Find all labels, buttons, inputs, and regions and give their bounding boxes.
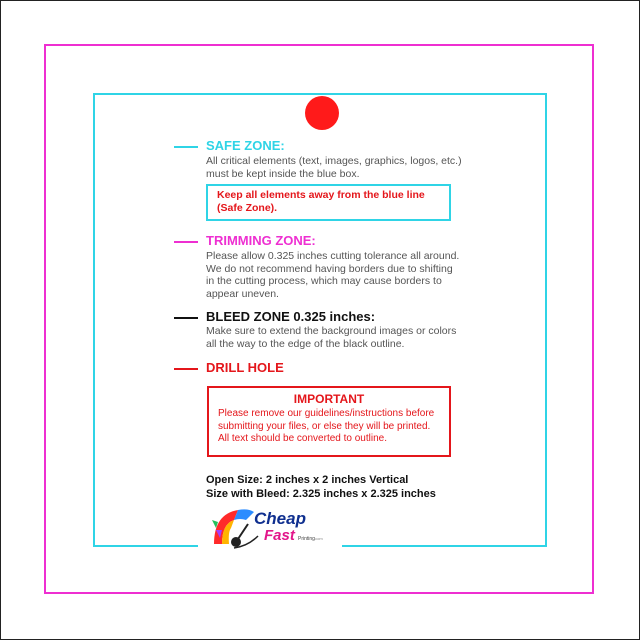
trimming-zone-text [206, 250, 459, 300]
bleed-zone-line: Make sure to extend the background images or colors [206, 325, 457, 337]
important-title: IMPORTANT [293, 392, 365, 406]
bleed-zone-text [206, 325, 456, 350]
logo-word-printing: Printing [298, 536, 315, 542]
important-box [207, 386, 451, 457]
open-size: Open Size: 2 inches x 2 inches Vertical [206, 474, 409, 486]
safe-zone-note-box [206, 184, 451, 221]
bleed-size: Size with Bleed: 2.325 inches x 2.325 inches [206, 488, 436, 500]
trimming-zone-line: in the cutting process, which may cause borders to [206, 275, 442, 288]
safe-zone-legend-line [174, 146, 198, 148]
important-line: All text should be converted to outline. [218, 433, 387, 444]
bleed-zone-legend-line [174, 317, 198, 319]
trimming-zone-line: appear uneven. [206, 287, 279, 300]
bleed-zone-title: BLEED ZONE 0.325 inches: [206, 309, 376, 324]
safe-zone-title: SAFE ZONE: [206, 138, 285, 153]
safe-zone-text [206, 155, 462, 180]
cheap-fast-printing-logo [208, 500, 328, 552]
drill-hole-marker [305, 96, 339, 130]
safe-zone-line: All critical elements (text, images, graphics, logos, etc.) [206, 155, 462, 167]
trimming-zone-title: TRIMMING ZONE: [206, 233, 316, 248]
trimming-zone-line: We do not recommend having borders due to shifting [206, 262, 453, 275]
bleed-zone-line: all the way to the edge of the black outline. [206, 337, 405, 350]
logo-word-cheap: Cheap [254, 509, 306, 528]
drill-hole-legend-line [174, 368, 198, 370]
safe-zone-note-line: Keep all elements away from the blue line [217, 189, 425, 201]
logo-word-fast: Fast [264, 527, 295, 544]
drill-hole-title: DRILL HOLE [206, 360, 284, 375]
logo-graphic [208, 500, 328, 552]
trimming-zone-line: Please allow 0.325 inches cutting tolerance all around. [206, 250, 460, 262]
safe-zone-line: must be kept inside the blue box. [206, 167, 360, 180]
important-text [209, 408, 449, 446]
trimming-zone-legend-line [174, 241, 198, 243]
safe-zone-note-line: (Safe Zone). [217, 202, 278, 214]
important-line: submitting your files, or else they will be printed. [218, 420, 431, 432]
important-line: Please remove our guidelines/instructions before [218, 408, 435, 419]
logo-word-suffix: .com [314, 536, 323, 541]
